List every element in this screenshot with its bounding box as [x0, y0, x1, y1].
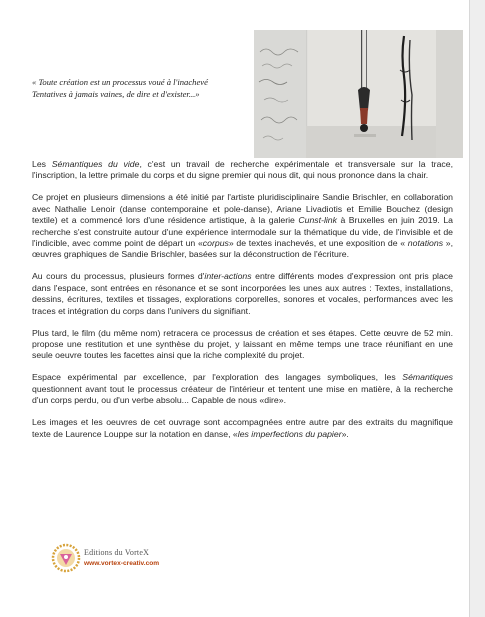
italic-run: Cunst-link: [298, 215, 337, 226]
photo-graphic: [254, 30, 463, 158]
text-run: » de textes inachevés, et une exposition de «: [228, 238, 408, 249]
paragraph: [32, 328, 453, 362]
paragraph: [32, 372, 453, 406]
text-run: ».: [341, 428, 349, 439]
text-run: Au cours du processus, plusieurs formes d': [32, 271, 205, 282]
text-run: Les images et les oeuvres de cet ouvrage sont accompagnées entre autre par des extraits du magnifique texte de Laurence Louppe sur la notation en danse, «: [32, 417, 453, 439]
paragraph: [32, 159, 453, 182]
quote-line-1: « Toute création est un processus voué à l'inachevé: [32, 77, 208, 87]
publisher-url[interactable]: www.vortex-creativ.com: [84, 560, 160, 567]
italic-run: Sémantiques: [402, 372, 453, 383]
text-run: Les: [32, 159, 52, 169]
italic-run: notations: [407, 238, 444, 249]
text-run: à Bruxelles en juin 2019. La recherche s'est construite autour d'une expérience intermodale sur la thématique du vide, de l'invisible et de l'indicible, avec comme point de départ un «: [32, 215, 453, 249]
text-run: Ce projet en plusieurs dimensions a été initié par l'artiste pluridisciplinaire Sandie Brischler, en collaboration avec Nathalie Lenoir (danse contemporaine et pole-danse), Ariane Livadiotis et Emilie Bouchez (design textile) et a commencé lors d'une résidence artistique, à la galerie: [32, 192, 453, 226]
text-run: », œuvres graphiques de Sandie Brischler, basées sur la déconstruction de l'écriture.: [32, 238, 453, 260]
quote-line-2: Tentatives à jamais vaines, de dire et d'exister...»: [32, 89, 200, 99]
paragraph: [32, 271, 453, 317]
text-run: , c'est un travail de recherche expérimentale et transversale sur la trace, l'inscription, la lettre primale du corps et du signe premier qui nous dit, qui nous prononce dans la chair.: [32, 159, 453, 181]
italic-run: Sémantiques du vide: [51, 159, 140, 169]
vortex-logo-icon: [50, 543, 82, 573]
text-run: questionnent avant tout le processus créateur de l'intérieur et tentent une mise en matière, à la recherche d'un corps perdu, ou d'un verbe absolu... Capable de nous «dire».: [32, 383, 453, 406]
publisher-name: Editions du VorteX: [84, 548, 150, 557]
paragraph: [32, 192, 453, 260]
text-run: Espace expérimental par excellence, par l'exploration des langages symboliques, les: [32, 372, 403, 383]
body-text: [32, 159, 453, 451]
performance-photo: [254, 30, 463, 158]
italic-run: les imperfections du papier: [237, 428, 342, 439]
paragraph: [32, 417, 453, 440]
page-edge: [469, 0, 485, 617]
italic-run: corpus: [202, 238, 229, 249]
italic-run: inter-actions: [204, 271, 252, 282]
epigraph-quote: [32, 76, 262, 100]
text-run: entre différents modes d'expression ont pris place dans l'espace, sont entrées en résonance et se sont incorporées les unes aux autres : Textes, installations, dessins, écritures, textiles et tissages, explorations corporelles, sonores et vocales, performances avec les traces et intégration du corps dans l'univers du signifiant.: [32, 271, 453, 316]
text-run: Plus tard, le film (du même nom) retracera ce processus de création et ses étapes. Cette œuvre de 52 min. propose une restitution et une synthèse du projet, y laissant en même temps une trace réunifiant en une seule oeuvre toutes les facettes ainsi que la riche complexité du projet.: [32, 327, 453, 361]
